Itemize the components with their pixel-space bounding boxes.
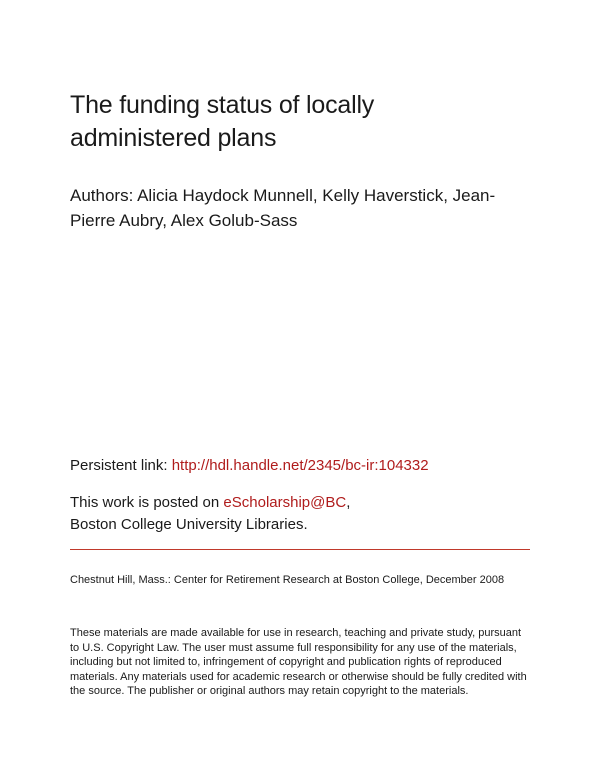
publication-info: Chestnut Hill, Mass.: Center for Retirement Research at Boston College, December 2008 — [70, 574, 505, 586]
posted-prefix: This work is posted on — [70, 494, 224, 511]
title-line-1: The funding status of locally — [70, 91, 375, 119]
authors-line-1: Authors: Alicia Haydock Munnell, Kelly Haverstick, Jean- — [70, 186, 496, 205]
authors — [70, 183, 540, 233]
posted-statement — [70, 492, 540, 536]
persistent-link-row — [70, 456, 540, 476]
persistent-link[interactable]: http://hdl.handle.net/2345/bc-ir:104332 — [171, 457, 429, 474]
title-line-2: administered plans — [70, 124, 277, 152]
posted-line-2: Boston College University Libraries. — [70, 516, 308, 533]
escholarship-link[interactable]: eScholarship@BC — [223, 494, 347, 511]
posted-suffix: , — [346, 494, 351, 511]
rights-statement: These materials are made available for use in research, teaching and private study, pursuant to U.S. Copyright Law. The user must assume full responsibility for any use of the materials, including but not limited to, infringement of copyright and publication rights of reproduced materials. Any materials used for academic research or otherwise should be fully credited with the source. The publisher or original authors may retain copyright to the materials. — [70, 627, 527, 698]
persistent-link-label: Persistent link: — [70, 457, 172, 474]
page-title — [70, 89, 540, 155]
authors-line-2: Pierre Aubry, Alex Golub-Sass — [70, 211, 298, 230]
divider — [70, 549, 530, 550]
